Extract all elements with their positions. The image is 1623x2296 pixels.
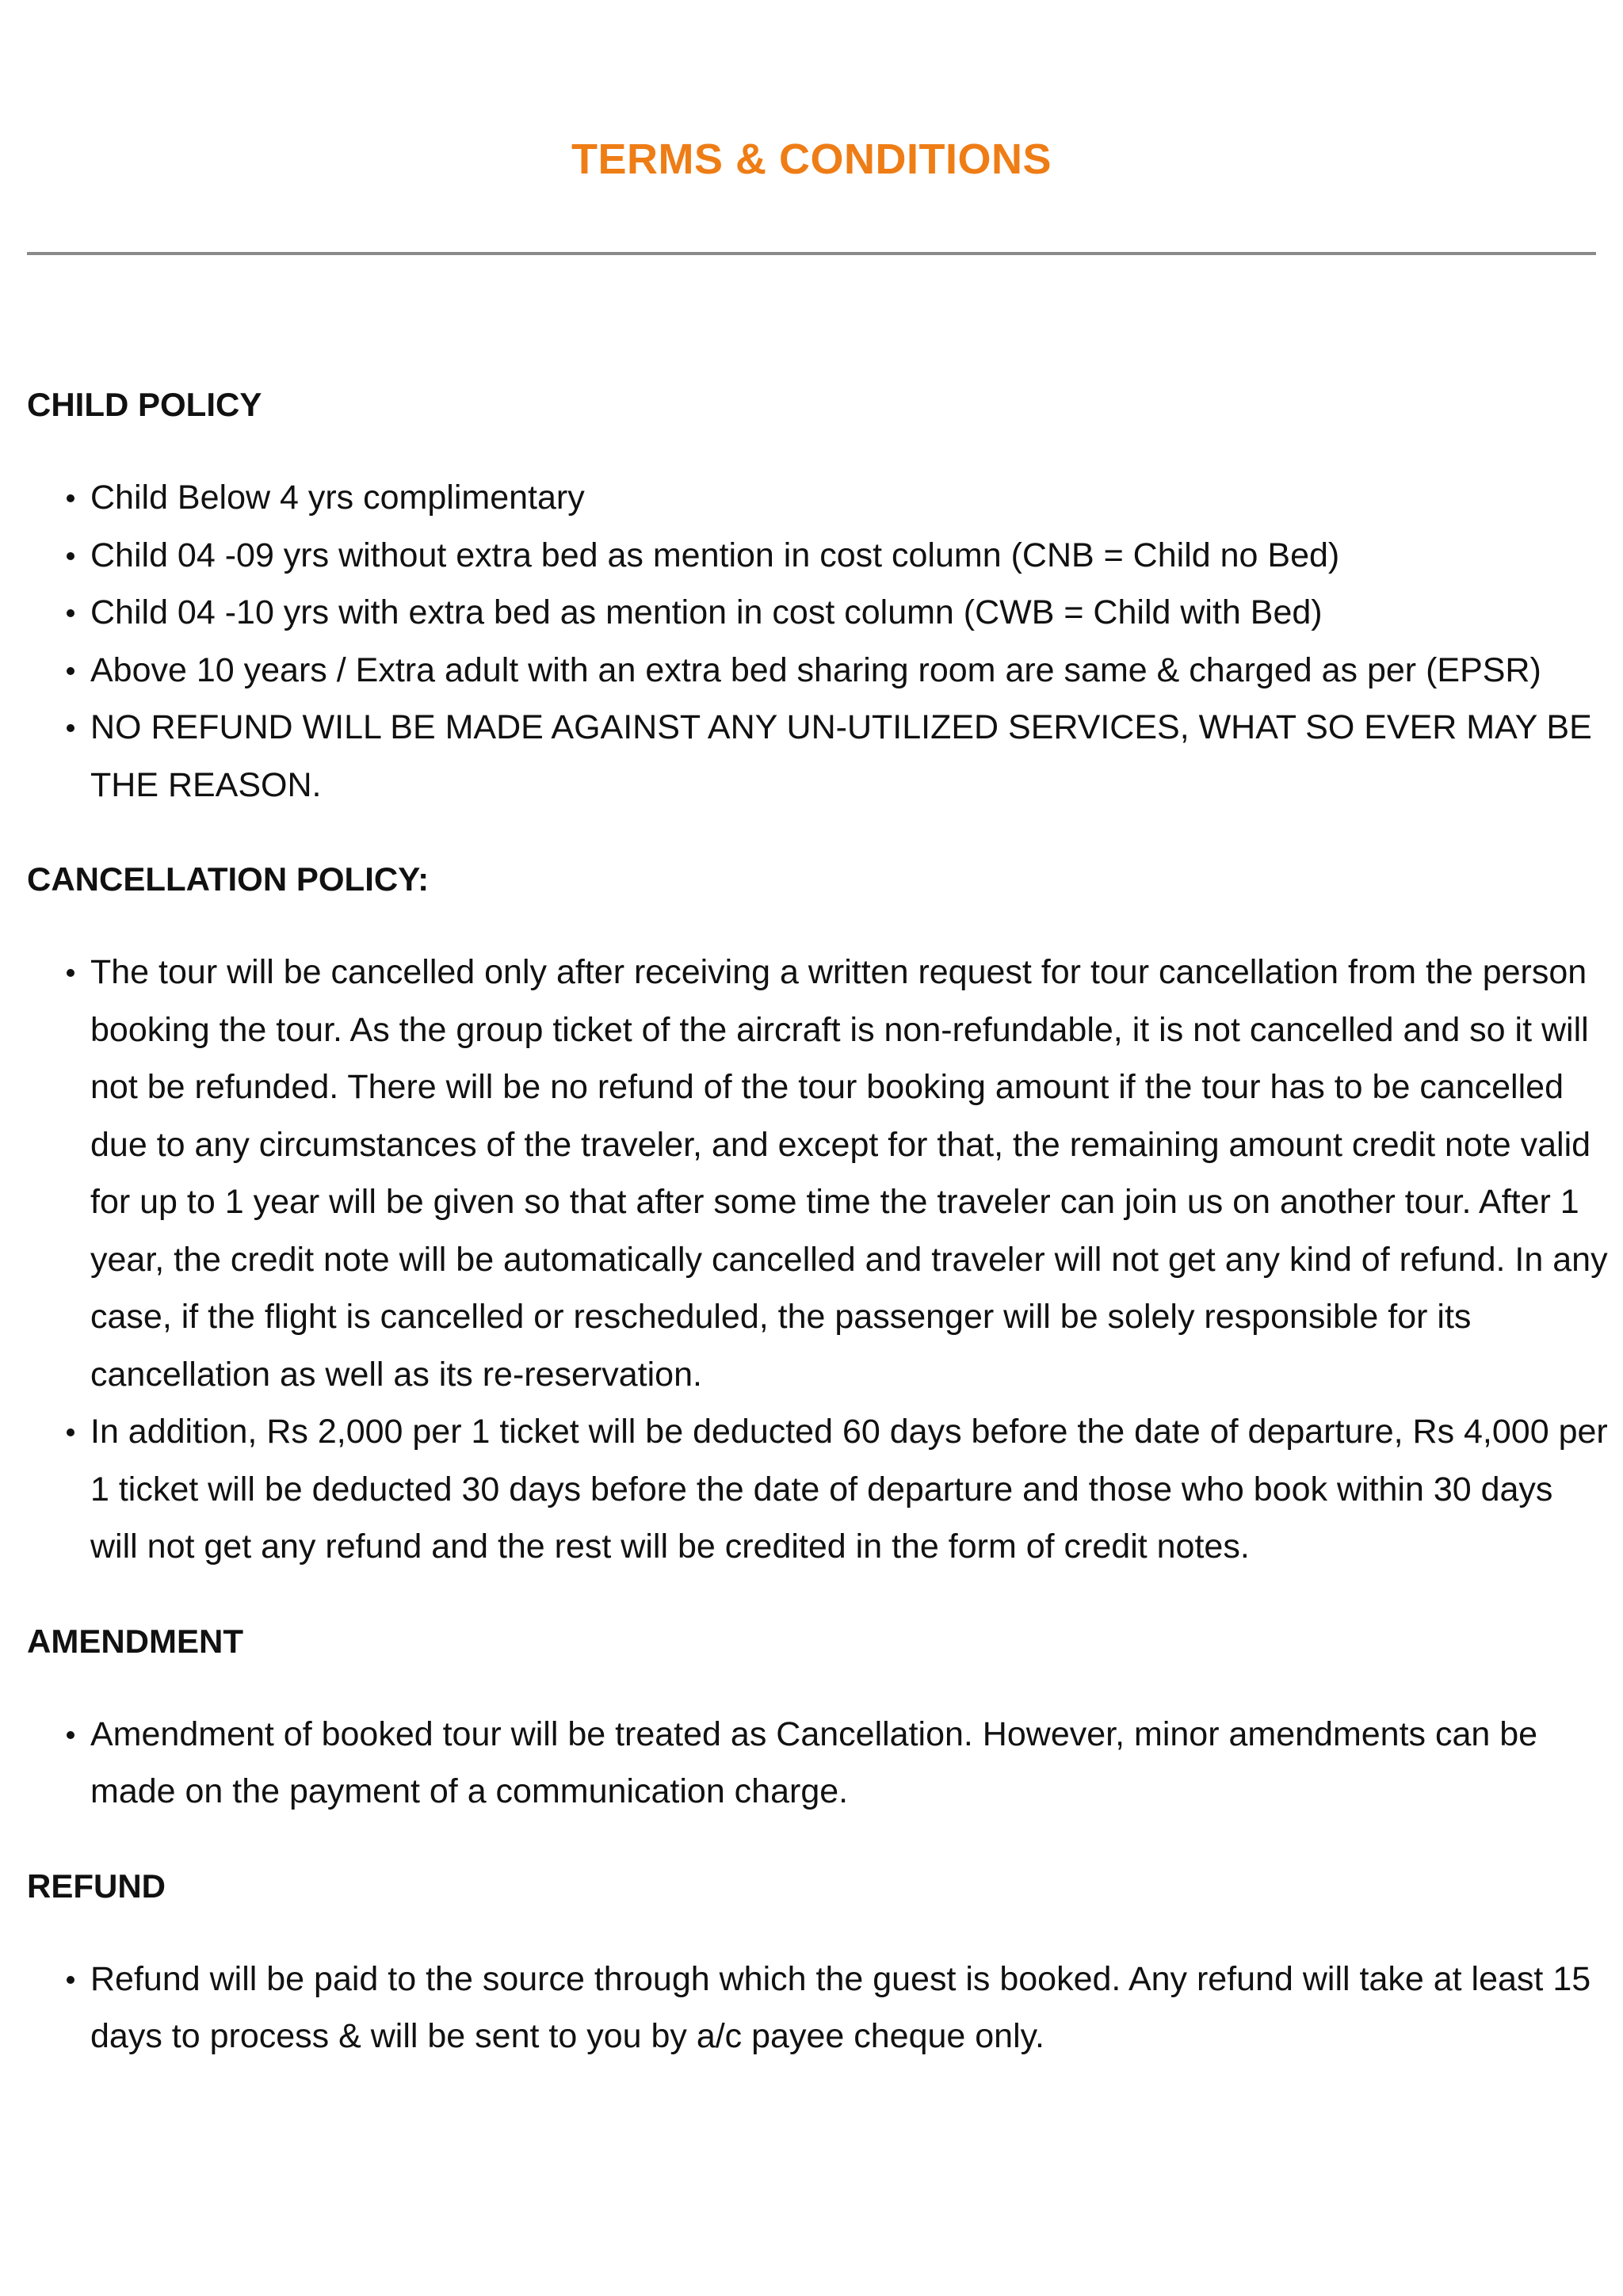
section-heading: CANCELLATION POLICY: xyxy=(27,860,430,898)
refund-list xyxy=(27,1951,1596,2065)
section-refund xyxy=(27,1860,1596,2065)
list-item: NO REFUND WILL BE MADE AGAINST ANY UN-UTILIZED SERVICES, WHAT SO EVER MAY BE THE REASON. xyxy=(27,699,1608,814)
list-item: In addition, Rs 2,000 per 1 ticket will be deducted 60 days before the date of departure, Rs 4,000 per 1 ticket will be deducted 30 days before the date of departure and those who book within 30 days will not get any refund and the rest will be credited in the form of credit notes. xyxy=(27,1403,1608,1576)
list-item: Child Below 4 yrs complimentary xyxy=(27,469,1608,527)
list-item: The tour will be cancelled only after receiving a written request for tour cancellation from the person booking the tour. As the group ticket of the aircraft is non-refundable, it is not cancelled and so it will not be refunded. There will be no refund of the tour booking amount if the tour has to be cancelled due to any circumstances of the traveler, and except for that, the remaining amount credit note valid for up to 1 year will be given so that after some time the traveler can join us on another tour. After 1 year, the credit note will be automatically cancelled and traveler will not get any kind of refund. In any case, if the flight is cancelled or rescheduled, the passenger will be solely responsible for its cancellation as well as its re-reservation. xyxy=(27,944,1608,1403)
list-item: Amendment of booked tour will be treated as Cancellation. However, minor amendments can be made on the payment of a communication charge. xyxy=(27,1706,1608,1821)
section-heading: REFUND xyxy=(27,1867,166,1905)
list-item: Above 10 years / Extra adult with an extra bed sharing room are same & charged as per (EPSR) xyxy=(27,642,1608,700)
list-item: Child 04 -10 yrs with extra bed as mention in cost column (CWB = Child with Bed) xyxy=(27,584,1608,642)
section-heading: CHILD POLICY xyxy=(27,386,262,423)
section-child-policy xyxy=(27,379,1596,814)
list-item: Child 04 -09 yrs without extra bed as mention in cost column (CNB = Child no Bed) xyxy=(27,527,1608,585)
section-cancellation-policy xyxy=(27,853,1608,1576)
cancellation-policy-list xyxy=(27,944,1608,1576)
section-amendment xyxy=(27,1615,1596,1821)
child-policy-list xyxy=(27,469,1596,814)
title-divider xyxy=(27,252,1596,255)
page-title: TERMS & CONDITIONS xyxy=(571,135,1052,183)
amendment-list xyxy=(27,1706,1596,1821)
section-heading: AMENDMENT xyxy=(27,1622,243,1660)
list-item: Refund will be paid to the source through which the guest is booked. Any refund will take at least 15 days to process & will be sent to you by a/c payee cheque only. xyxy=(27,1951,1608,2065)
terms-content xyxy=(27,379,1608,2105)
